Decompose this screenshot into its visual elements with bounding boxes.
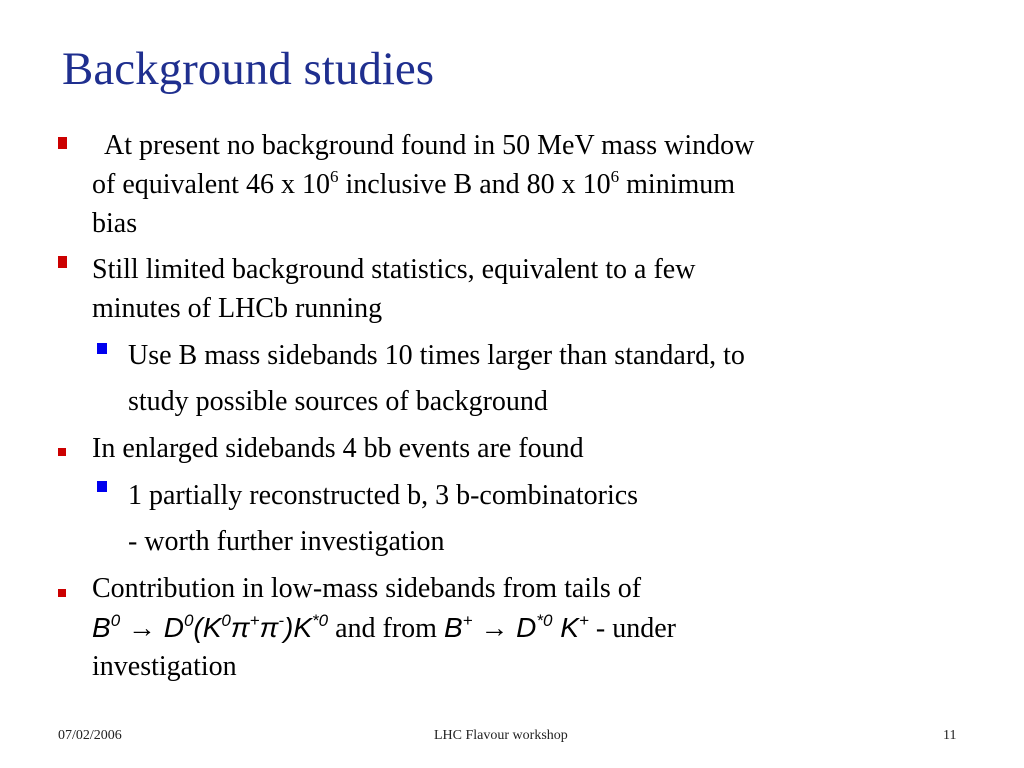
- sub-bullet-3-line-2: - worth further investigation: [128, 526, 445, 557]
- square-bullet-icon: [97, 343, 107, 354]
- square-bullet-icon: [58, 137, 67, 149]
- footer-event: LHC Flavour workshop: [434, 728, 568, 743]
- square-bullet-icon: [97, 481, 107, 492]
- bullet-4-line-1: Contribution in low-mass sidebands from tails of: [92, 573, 642, 604]
- footer-date: 07/02/2006: [58, 728, 122, 743]
- sub-bullet-2-line-2: study possible sources of background: [128, 386, 548, 417]
- sub-bullet-3-line-1: 1 partially reconstructed b, 3 b-combinatorics: [128, 480, 639, 511]
- arrow-icon: →: [472, 612, 517, 643]
- bullet-1-line-1: At present no background found in 50 MeV mass window: [104, 130, 755, 161]
- footer-page-number: 11: [943, 728, 957, 743]
- bullet-1-line-3: bias: [92, 208, 138, 239]
- bullet-2-line-2: minutes of LHCb running: [92, 293, 383, 324]
- arrow-icon: →: [120, 612, 164, 643]
- sub-bullet-2-line-1: Use B mass sidebands 10 times larger than standard, to: [128, 340, 745, 371]
- bullet-4-line-2-formula: $B^0 \to D^0(K^0\pi^+\pi^-)K^{*0}$ and from $B^+ \to D^{*0}$ K+ - under: [92, 611, 676, 644]
- square-bullet-icon: [58, 256, 67, 268]
- bullet-3-line-1: In enlarged sidebands 4 bb events are found: [92, 433, 584, 464]
- square-bullet-icon: [58, 448, 66, 456]
- slide-title: Background studies: [62, 43, 435, 95]
- bullet-4-line-3: investigation: [92, 651, 237, 682]
- square-bullet-icon: [58, 589, 66, 597]
- bullet-2-line-1: Still limited background statistics, equivalent to a few: [92, 254, 696, 285]
- bullet-1-line-2: of equivalent 46 x $10^6$ inclusive B and 80 x $10^6$ minimum: [92, 167, 736, 200]
